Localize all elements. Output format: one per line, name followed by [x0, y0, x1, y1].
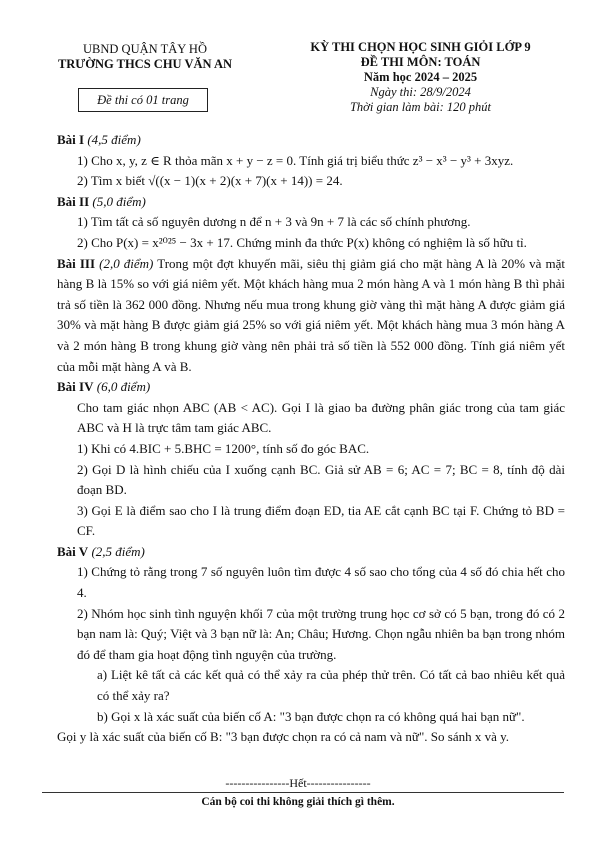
school-header [40, 42, 250, 72]
section-1-title: Bài I (4,5 điểm) [57, 132, 141, 147]
school-year: Năm học 2024 – 2025 [363, 70, 478, 84]
section-4-intro: Cho tam giác nhọn ABC (AB < AC). Gọi I là giao ba đường phân giác trong của tam giác ABC và H là trực tâm tam giác ABC. [77, 399, 565, 436]
school-name: TRƯỜNG THCS CHU VĂN AN [57, 57, 233, 71]
footer-divider [42, 792, 564, 793]
footer-note: Cán bộ coi thi không giải thích gì thêm. [201, 796, 395, 808]
section-5-q1: 1) Chứng tỏ rằng trong 7 số nguyên luôn tìm được 4 số sao cho tổng của 4 số đó chia hết cho 4. [77, 564, 565, 601]
section-5-qb1: b) Gọi x là xác suất của biến cố A: "3 bạn được chọn ra có không quá hai bạn nữ". [97, 708, 525, 724]
exam-duration: Thời gian làm bài: 120 phút [349, 100, 492, 114]
section-5-title: Bài V (2,5 điểm) [57, 543, 145, 559]
section-4-q3: 3) Gọi E là điểm sao cho I là trung điểm đoạn ED, tia AE cắt cạnh BC tại F. Chứng tỏ BD = CF. [77, 502, 565, 539]
exam-date: Ngày thi: 28/9/2024 [370, 85, 471, 99]
section-5-qb2: Gọi y là xác suất của biến cố B: "3 bạn được chọn ra có cả nam và nữ". So sánh x và y. [57, 729, 510, 745]
exam-title: KỲ THI CHỌN HỌC SINH GIỎI LỚP 9 [310, 40, 531, 54]
section-4-q2: 2) Gọi D là hình chiếu của I xuống cạnh BC. Giả sử AB = 6; AC = 7; BC = 8, tính độ dài đoạn BD. [77, 461, 565, 498]
exam-subject: ĐỀ THI MÔN: TOÁN [360, 55, 481, 69]
district-name: UBND QUẬN TÂY HỒ [83, 42, 207, 56]
exam-header [278, 40, 563, 115]
exam-body [57, 130, 565, 748]
section-4-q1: 1) Khi có 4.BIC + 5.BHC = 1200°, tính số đo góc BAC. [77, 440, 370, 456]
section-2-q2: 2) Cho P(x) = x²⁰²⁵ − 3x + 17. Chứng minh đa thức P(x) không có nghiệm là số hữu tỉ. [77, 234, 527, 250]
section-2-q1: 1) Tìm tất cả số nguyên dương n để n + 3 và 9n + 7 là các số chính phương. [77, 214, 471, 230]
end-marker: ----------------Hết---------------- [225, 776, 371, 790]
section-3-text: Trong một đợt khuyến mãi, siêu thị giảm giá cho mặt hàng A là 20% và mặt hàng B là 15% so với giá niêm yết. Một khách hàng mua 2 món hàng A và 1 món hàng B thì phải trả số tiền là 362 000 đồng. Nhưng nếu mua trong khung giờ vàng thì mặt hàng A được giảm giá 30% và mặt hàng B được giảm giá 25% so với giá niêm yết. Một khách hàng mua 3 món hàng A và 2 món hàng B trong khung giờ vàng nên phải trả số tiền là 552 000 đồng. Tính giá niêm yết của mỗi mặt hàng A và B. [57, 255, 565, 374]
section-3: Bài III (2,0 điểm) Trong một đợt khuyến mãi, siêu thị giảm giá cho mặt hàng A là 20% và mặt hàng B là 15% so với giá niêm yết. Một khách hàng mua 2 món hàng A và 1 món hàng B thì phải trả số tiền là 362 000 đồng. Nhưng nếu mua trong khung giờ vàng thì mặt hàng A được giảm giá 30% và mặt hàng B được giảm giá 25% so với giá niêm yết. Một khách hàng mua 3 món hàng A và 2 món hàng B trong khung giờ vàng nên phải trả số tiền là 552 000 đồng. Tính giá niêm yết của mỗi mặt hàng A và B. [57, 255, 565, 374]
section-5-q2: 2) Nhóm học sinh tình nguyện khối 7 của một trường trung học cơ sở có 5 bạn, trong đó có 2 bạn nam là: Quý; Việt và 3 bạn nữ là: An; Châu; Hương. Chọn ngẫu nhiên ba bạn trong nhóm đó để tham gia hoạt động tình nguyện của trường. [77, 605, 565, 662]
section-1-q2: 2) Tìm x biết √((x − 1)(x + 2)(x + 7)(x + 14)) = 24. [77, 173, 343, 189]
section-1-q1: 1) Cho x, y, z ∈ R thỏa mãn x + y − z = 0. Tính giá trị biểu thức z³ − x³ − y³ + 3xyz. [77, 152, 514, 168]
section-4-title: Bài IV (6,0 điểm) [57, 379, 151, 395]
section-2-title: Bài II (5,0 điểm) [57, 193, 146, 209]
page-count-box: Đề thi có 01 trang [78, 88, 208, 112]
section-5-qa: a) Liệt kê tất cả các kết quả có thể xảy ra của phép thử trên. Có tất cả bao nhiêu kết quả có thể xảy ra? [97, 667, 565, 704]
